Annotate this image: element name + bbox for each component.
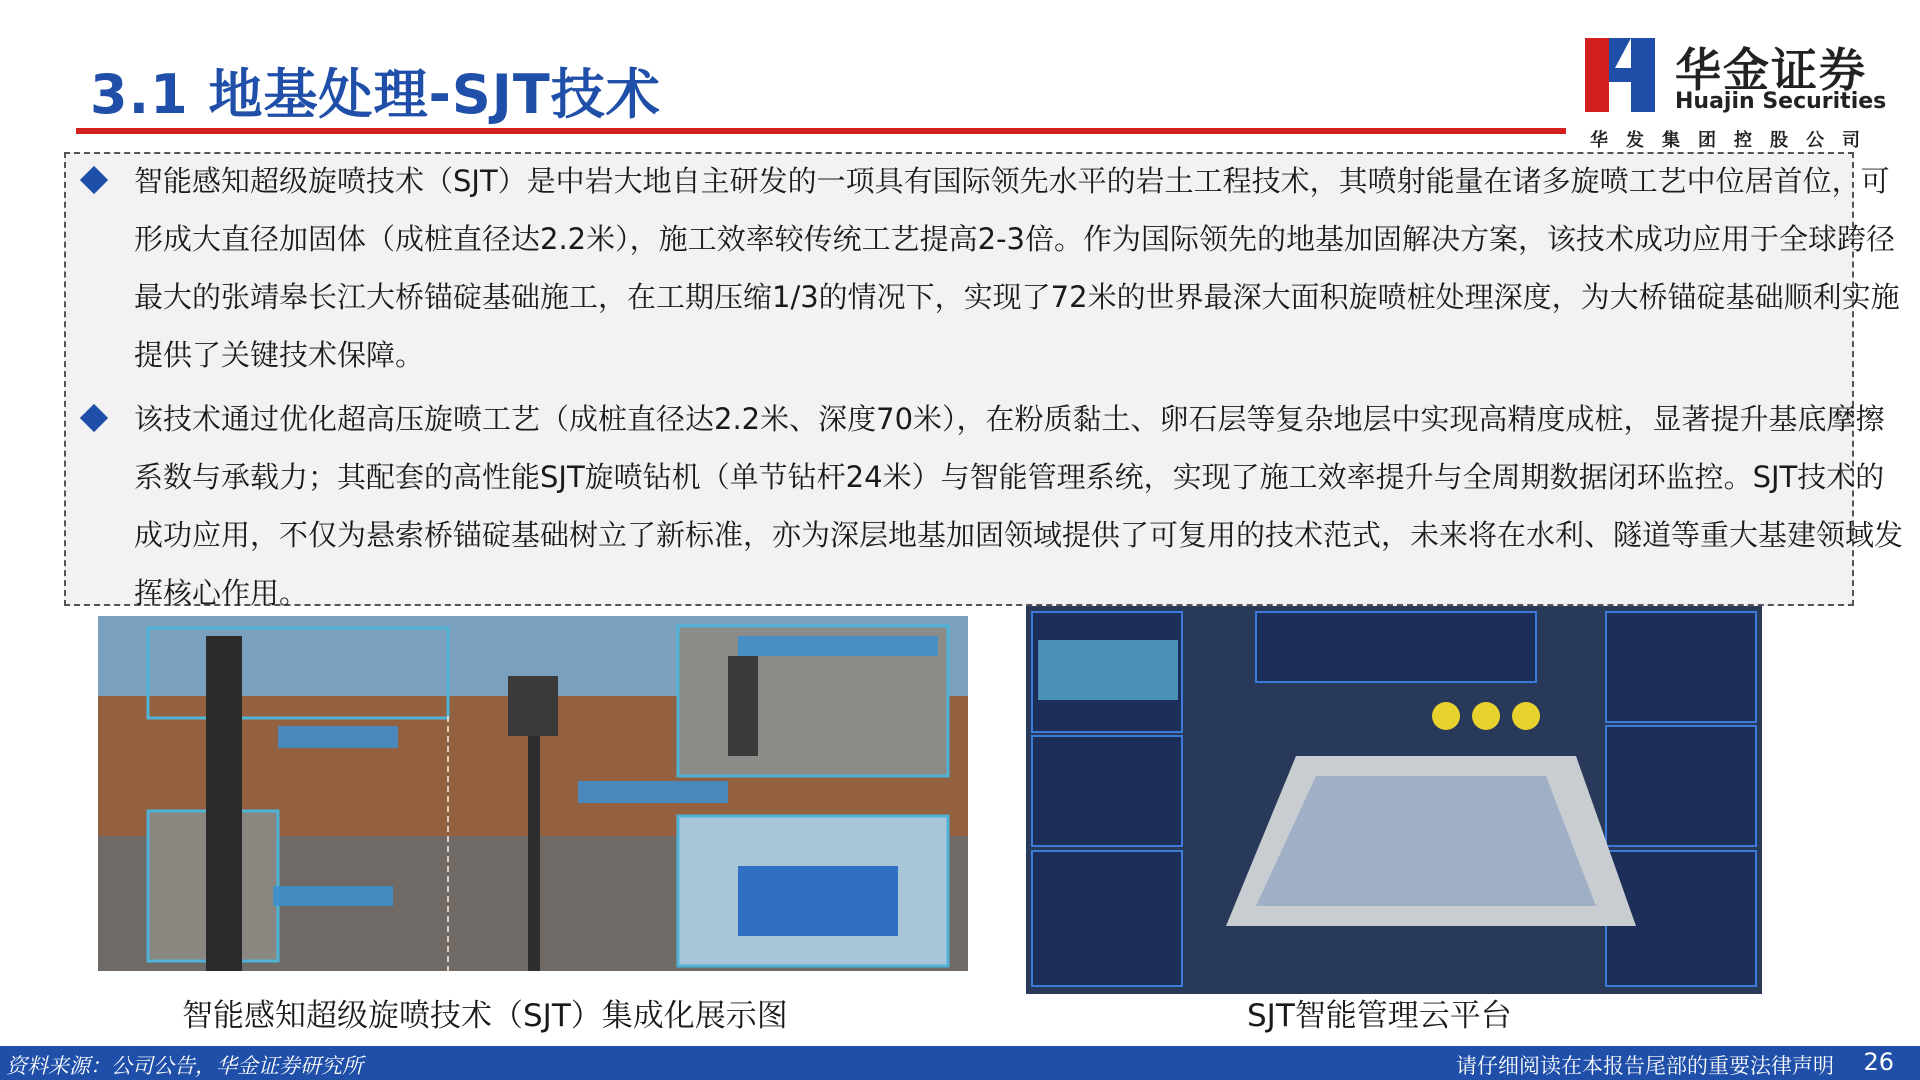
sjt-illustration-drawing — [98, 616, 968, 971]
bullet-2-text: 该技术通过优化超高压旋喷工艺（成桩直径达2.2米、深度70米），在粉质黏土、卵石层等复杂地层中实现高精度成桩，显著提升基底摩擦系数与承载力；其配套的高性能SJT旋喷钻机（单节钻杆24米）与智能管理系统，实现了施工效率提升与全周期数据闭环监控。SJT技术的成功应用，不仅为悬索桥锚碇基础树立了新标准，亦为深层地基加固领域提供了可复用的技术范式，未来将在水利、隧道等重大基建领域发挥核心作用。 — [134, 402, 1904, 610]
logo-chinese-name: 华金证券 — [1675, 43, 1867, 97]
sjt-illustration-image — [98, 616, 968, 971]
figure-1-caption: 智能感知超级旋喷技术（SJT）集成化展示图 — [182, 998, 788, 1034]
huajin-logo-icon — [1585, 38, 1655, 112]
page-title: 3.1 地基处理-SJT技术 — [90, 63, 661, 126]
page-number: 26 — [1863, 1048, 1894, 1076]
legal-notice: 请仔细阅读在本报告尾部的重要法律声明 — [1456, 1054, 1834, 1078]
source-note: 资料来源：公司公告，华金证券研究所 — [6, 1054, 363, 1078]
company-logo — [1585, 34, 1895, 154]
logo-english-name: Huajin Securities — [1675, 89, 1887, 114]
logo-subtitle: 华发集团控股公司 — [1590, 130, 1878, 151]
sjt-cloud-platform-image — [1026, 606, 1762, 994]
bullet-1-text: 智能感知超级旋喷技术（SJT）是中岩大地自主研发的一项具有国际领先水平的岩土工程技术，其喷射能量在诸多旋喷工艺中位居首位，可形成大直径加固体（成桩直径达2.2米），施工效率较传统工艺提高2-3倍。作为国际领先的地基加固解决方案，该技术成功应用于全球跨径最大的张靖皋长江大桥锚碇基础施工，在工期压缩1/3的情况下，实现了72米的世界最深大面积旋喷桩处理深度，为大桥锚碇基础顺利实施提供了关键技术保障。 — [134, 164, 1900, 372]
figure-2-caption: SJT智能管理云平台 — [1247, 998, 1512, 1034]
footer-bar — [0, 1046, 1920, 1080]
title-divider — [76, 128, 1566, 134]
sjt-cloud-platform-drawing — [1026, 606, 1762, 994]
